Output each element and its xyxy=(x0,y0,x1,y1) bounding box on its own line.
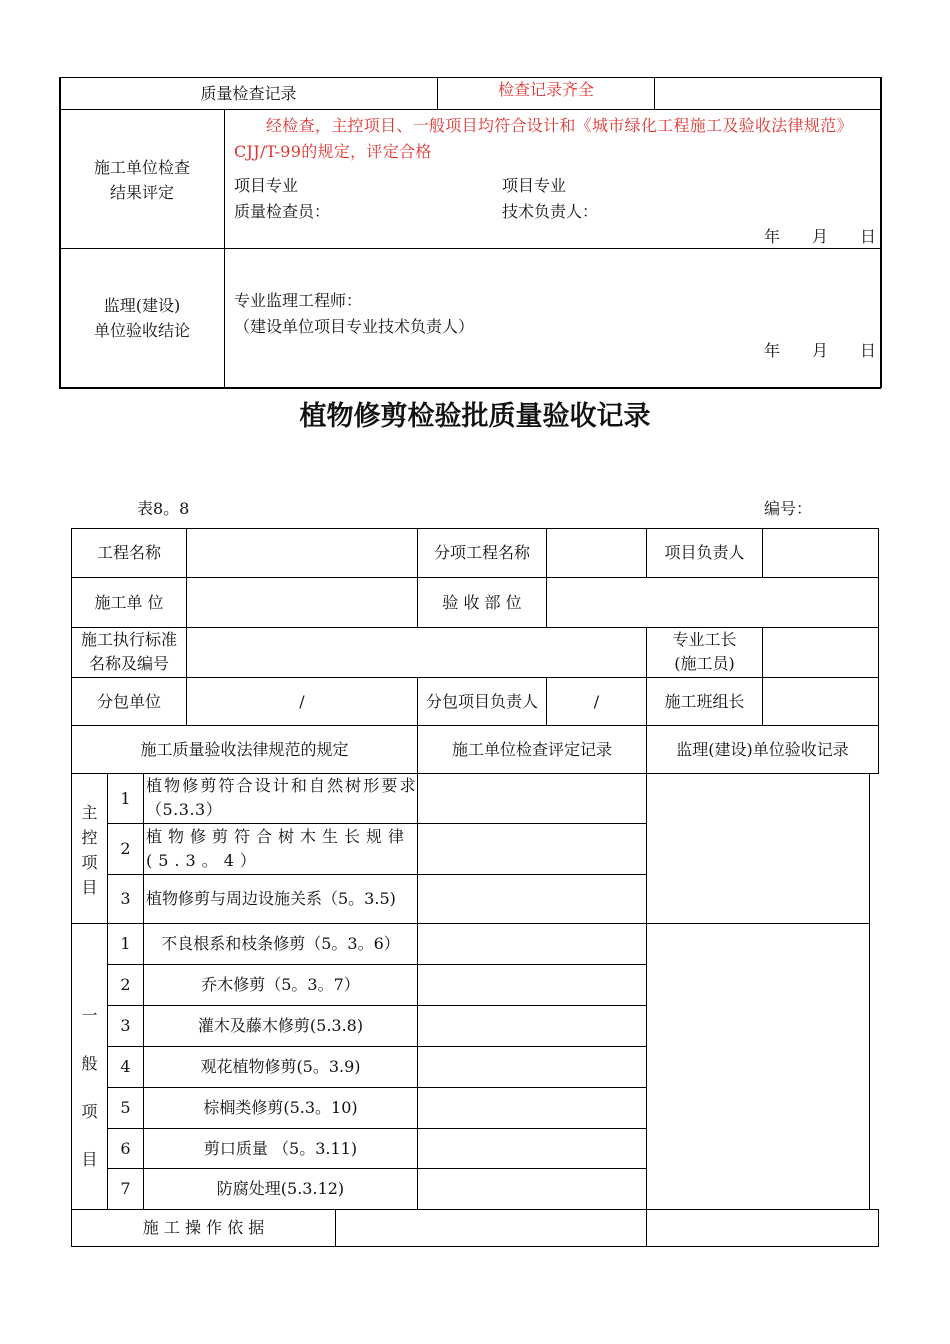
main-item-text: 植物修剪与周边设施关系（5。3.5) xyxy=(146,889,396,908)
general-item-no: 6 xyxy=(120,1138,131,1158)
general-item-no: 4 xyxy=(120,1057,131,1076)
subcontractor-label: 分包单位 xyxy=(96,691,161,711)
supervisor-sign: 专业监理工程师： （建设单位项目专业技术负责人） xyxy=(234,291,475,336)
sub-leader-value: / xyxy=(593,691,600,711)
general-item-text: 防腐处理(5.3.12) xyxy=(216,1179,345,1198)
technical-leader-sign: 项目专业 技术负责人： xyxy=(502,176,599,221)
project-name-label: 工程名称 xyxy=(96,543,161,562)
subcontractor-value: / xyxy=(299,691,305,711)
general-item-no: 2 xyxy=(120,975,131,994)
col-spec-header: 施工质量验收法律规范的规定 xyxy=(140,739,349,759)
general-items-label: 一 般 项 目 xyxy=(81,1006,98,1169)
contractor-eval-text: 经检查，主控项目、一般项目均符合设计和《城市绿化工程施工及验收法律规范》CJJ/T-99的规定，评定合格 xyxy=(234,116,853,161)
col-accept-header: 监理(建设)单位验收记录 xyxy=(676,739,849,759)
supervisor-date: 年 月 日 xyxy=(764,341,877,360)
foreman-label: 专业工长 (施工员) xyxy=(672,630,737,673)
general-item-no: 3 xyxy=(120,1016,131,1035)
sub-project-name-label: 分项工程名称 xyxy=(433,543,530,562)
general-item-text: 灌木及藤木修剪(5.3.8) xyxy=(197,1016,364,1035)
project-leader-label: 项目负责人 xyxy=(664,543,745,562)
main-item-no: 3 xyxy=(120,889,131,908)
main-item-text: 植物修剪符合设计和自然树形要求（5.3.3） xyxy=(146,776,416,819)
construction-unit-label: 施工单 位 xyxy=(94,592,164,612)
main-items-label: 主 控 项 目 xyxy=(81,803,98,897)
general-item-no: 1 xyxy=(120,934,131,953)
quality-record-value: 检查记录齐全 xyxy=(497,80,594,99)
col-check-header: 施工单位检查评定记录 xyxy=(451,739,612,759)
general-item-text: 乔木修剪（5。3。7） xyxy=(201,975,360,994)
quality-record-label: 质量检查记录 xyxy=(200,84,297,103)
serial-number-label: 编号： xyxy=(764,499,813,518)
main-item-no: 1 xyxy=(120,788,131,808)
main-item-no: 2 xyxy=(120,839,131,858)
contractor-eval-label: 施工单位检查 结果评定 xyxy=(93,158,190,202)
page-title: 植物修剪检验批质量验收记录 xyxy=(299,401,651,432)
basis-label: 施 工 操 作 依 据 xyxy=(142,1218,265,1237)
quality-inspector-sign: 项目专业 质量检查员： xyxy=(234,176,331,221)
acceptance-part-label: 验 收 部 位 xyxy=(442,592,522,612)
team-leader-label: 施工班组长 xyxy=(664,691,745,711)
supervisor-conclusion-label: 监理(建设) 单位验收结论 xyxy=(93,296,190,340)
general-item-text: 棕榈类修剪(5.3。10) xyxy=(203,1098,358,1117)
general-item-text: 剪口质量 （5。3.11) xyxy=(203,1138,358,1158)
main-item-text: 植物修剪符合树木生长规律(5.3。4） xyxy=(146,827,411,870)
general-item-text: 观花植物修剪(5。3.9) xyxy=(200,1057,361,1076)
contractor-date: 年 月 日 xyxy=(764,227,877,246)
general-item-no: 7 xyxy=(120,1179,131,1198)
table-number: 表8。8 xyxy=(137,499,190,518)
sub-leader-label: 分包项目负责人 xyxy=(425,691,538,711)
standard-label: 施工执行标准 名称及编号 xyxy=(80,630,177,673)
general-item-text: 不良根系和枝条修剪（5。3。6） xyxy=(161,934,400,953)
general-item-no: 5 xyxy=(120,1098,131,1117)
